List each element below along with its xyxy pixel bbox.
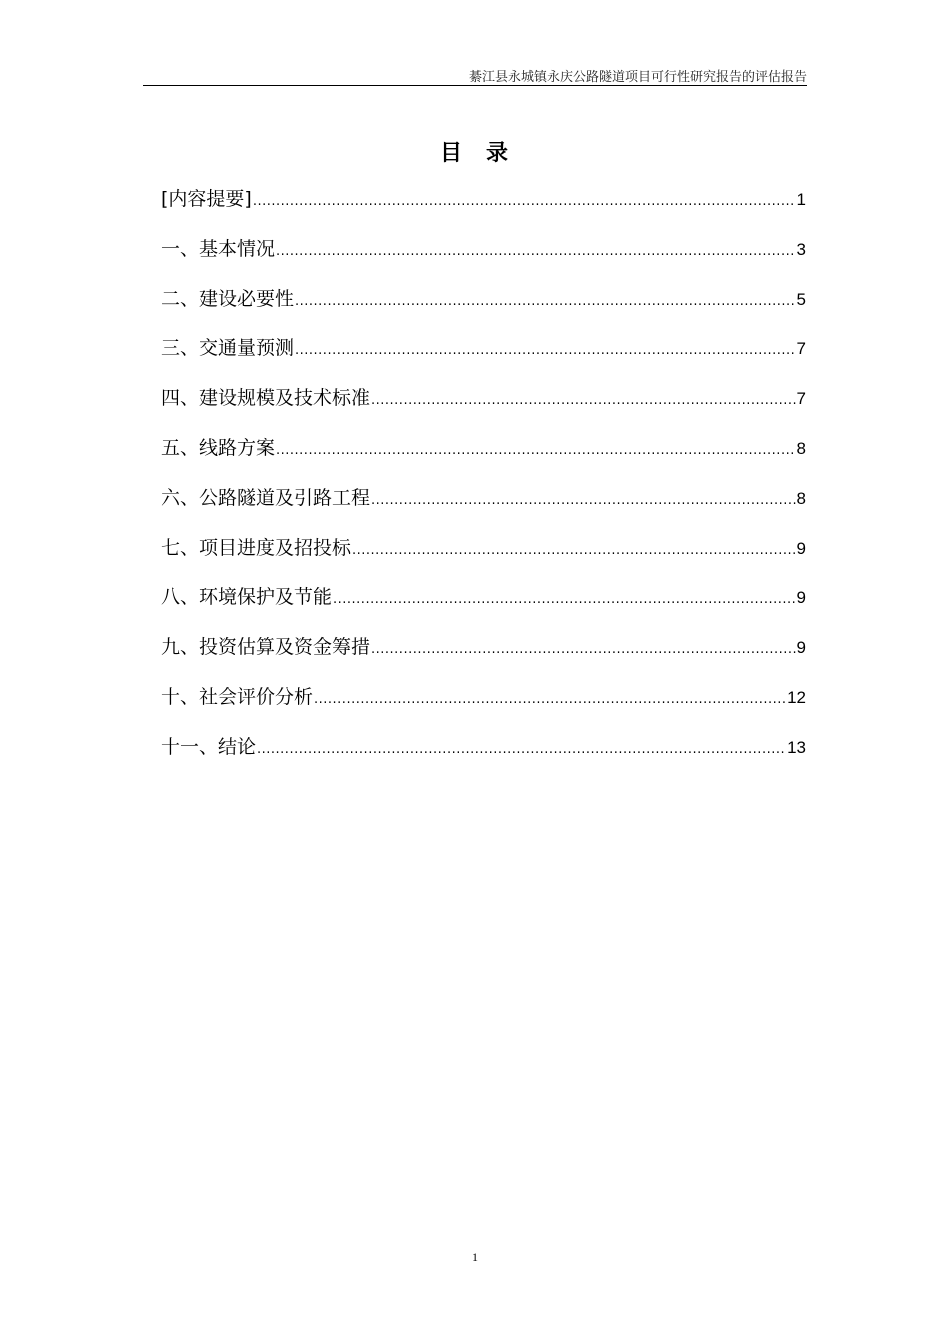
toc-entry-label: 十、社会评价分析	[161, 685, 314, 708]
toc-leader-dots	[371, 493, 796, 508]
toc-entry-label: 八、环境保护及节能	[161, 586, 333, 609]
toc-entry-label: 七、项目进度及招投标	[161, 536, 352, 559]
toc-entry-page: 9	[796, 538, 806, 558]
toc-entry-label: 三、交通量预测	[161, 337, 295, 360]
toc-leader-dots	[257, 742, 786, 757]
toc-entry-label: 九、投资估算及资金筹措	[161, 636, 371, 659]
toc-entry-label: 二、建设必要性	[161, 287, 295, 310]
toc-leader-dots	[276, 244, 796, 259]
toc-leader-dots	[295, 294, 796, 309]
toc-leader-dots	[371, 393, 796, 408]
toc-entry-page: 8	[796, 488, 806, 508]
toc-leader-dots	[276, 443, 796, 458]
toc-entry[interactable]	[161, 184, 806, 234]
toc-entry[interactable]	[161, 732, 806, 782]
toc-entry[interactable]	[161, 483, 806, 533]
toc-entry[interactable]	[161, 284, 806, 334]
toc-entry[interactable]	[161, 632, 806, 682]
toc-entry-page: 5	[796, 289, 806, 309]
toc-entry-page: 7	[796, 389, 806, 409]
toc-leader-dots	[371, 642, 796, 657]
toc-leader-dots	[253, 194, 796, 209]
toc-entry-page: 8	[796, 438, 806, 458]
toc-entry-label: [内容提要]	[161, 188, 252, 210]
toc-entry-page: 1	[796, 190, 806, 209]
toc-entry[interactable]	[161, 234, 806, 284]
toc-entry-page: 7	[796, 339, 806, 359]
toc-entry-label: 六、公路隧道及引路工程	[161, 486, 371, 509]
toc-entry[interactable]	[161, 682, 806, 732]
toc-entry-label: 五、线路方案	[161, 436, 276, 459]
toc-leader-dots	[333, 592, 796, 607]
toc-leader-dots	[295, 343, 796, 358]
toc-entry-page: 9	[796, 588, 806, 608]
toc-entry[interactable]	[161, 333, 806, 383]
toc-entry-page: 3	[796, 239, 806, 259]
toc-title-second-char: 录	[486, 141, 511, 166]
toc-entry-label: 一、基本情况	[161, 237, 276, 260]
toc-entry-page: 13	[787, 737, 806, 757]
running-header: 綦江县永城镇永庆公路隧道项目可行性研究报告的评估报告	[468, 70, 807, 85]
toc-entry-page: 12	[787, 687, 806, 707]
toc-title	[0, 136, 950, 167]
toc-entry[interactable]	[161, 383, 806, 433]
toc-entry[interactable]	[161, 433, 806, 483]
toc-entry[interactable]	[161, 582, 806, 632]
toc-leader-dots	[314, 692, 786, 707]
page-number: 1	[472, 1250, 478, 1264]
toc-entry-label: 十一、结论	[161, 735, 257, 758]
toc-entry-page: 9	[796, 638, 806, 658]
toc-leader-dots	[352, 543, 796, 558]
toc-entry-label: 四、建设规模及技术标准	[161, 387, 371, 410]
toc-title-first-char: 目	[439, 141, 464, 166]
toc-list	[161, 184, 806, 782]
toc-entry[interactable]	[161, 533, 806, 583]
header-divider	[143, 85, 807, 86]
